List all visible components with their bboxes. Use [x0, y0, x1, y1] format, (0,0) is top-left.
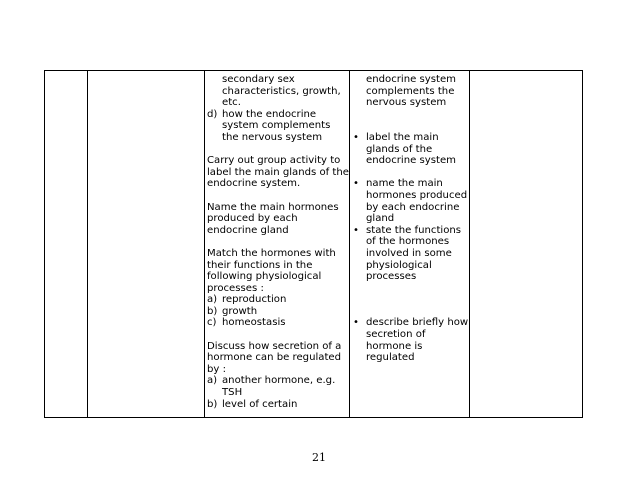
- text-line: system complements: [222, 120, 331, 132]
- text-line: physiological: [366, 259, 432, 271]
- text-line: by :: [207, 363, 226, 375]
- outcome-bullet-1: [351, 132, 468, 144]
- text-line: processes: [366, 271, 417, 283]
- bullet-icon: •: [353, 178, 359, 190]
- text-line: name the main: [366, 178, 443, 190]
- text-line: another hormone, e.g.: [222, 375, 336, 387]
- text-line: etc.: [222, 97, 241, 109]
- column-divider: [87, 71, 88, 417]
- list-item-d: [207, 109, 347, 121]
- text-line: endocrine gland: [207, 224, 289, 236]
- column-divider: [469, 71, 470, 417]
- text-line: homeostasis: [222, 317, 286, 329]
- outcome-bullet-4: [351, 317, 468, 329]
- text-line: by each endocrine: [366, 201, 460, 213]
- list-marker: b): [207, 305, 218, 317]
- text-line: characteristics, growth,: [222, 85, 341, 97]
- list-marker: b): [207, 398, 218, 410]
- list-marker: a): [207, 294, 218, 306]
- text-line: label the main glands of the: [207, 166, 349, 178]
- text-line: growth: [222, 305, 258, 317]
- text-line: TSH: [222, 387, 243, 399]
- text-line: Name the main hormones: [207, 201, 339, 213]
- bullet-icon: •: [353, 317, 359, 329]
- text-line: label the main: [366, 131, 439, 143]
- text-line: their functions in the: [207, 259, 313, 271]
- regulation-item-a: [207, 375, 347, 387]
- outcome-bullet-3: [351, 225, 468, 237]
- text-line: endocrine system: [366, 74, 457, 85]
- bullet-icon: •: [353, 224, 359, 236]
- text-line: state the functions: [366, 224, 462, 236]
- list-item-a: [207, 294, 347, 306]
- activities-cell: [207, 74, 347, 410]
- list-item-b: [207, 306, 347, 318]
- text-line: describe briefly how: [366, 317, 469, 329]
- text-line: hormone can be regulated: [207, 352, 342, 364]
- text-line: endocrine system: [366, 155, 457, 167]
- list-marker: a): [207, 375, 218, 387]
- text-line: hormone is: [366, 340, 423, 352]
- text-line: Carry out group activity to: [207, 155, 341, 167]
- outcome-bullet-2: [351, 178, 468, 190]
- text-line: glands of the: [366, 143, 433, 155]
- text-line: complements the: [366, 85, 455, 97]
- text-line: hormones produced: [366, 189, 468, 201]
- text-line: endocrine system.: [207, 178, 301, 190]
- text-line: how the endocrine: [222, 108, 317, 120]
- syllabus-table: [44, 70, 583, 418]
- text-line: secondary sex: [222, 74, 295, 85]
- text-line: Match the hormones with: [207, 247, 336, 259]
- text-line: produced by each: [207, 213, 298, 225]
- text-line: reproduction: [222, 294, 287, 306]
- text-line: nervous system: [366, 97, 447, 109]
- text-line: secretion of: [366, 329, 426, 341]
- text-line: processes :: [207, 282, 264, 294]
- column-divider: [204, 71, 205, 417]
- regulation-item-b: [207, 399, 347, 411]
- page-number: 21: [312, 451, 326, 464]
- list-marker: c): [207, 317, 217, 329]
- column-divider: [349, 71, 350, 417]
- text-line: level of certain: [222, 398, 298, 410]
- text-line: the nervous system: [222, 131, 323, 143]
- text-line: Discuss how secretion of a: [207, 340, 342, 352]
- text-line: of the hormones: [366, 236, 450, 248]
- list-item-c: [207, 317, 347, 329]
- text-line: gland: [366, 213, 395, 225]
- text-line: following physiological: [207, 271, 322, 283]
- row-bottom-border: [45, 417, 582, 418]
- bullet-icon: •: [353, 131, 359, 143]
- text-line: regulated: [366, 352, 415, 364]
- text-line: involved in some: [366, 247, 452, 259]
- list-marker: d): [207, 108, 218, 120]
- outcomes-cell: [351, 74, 468, 364]
